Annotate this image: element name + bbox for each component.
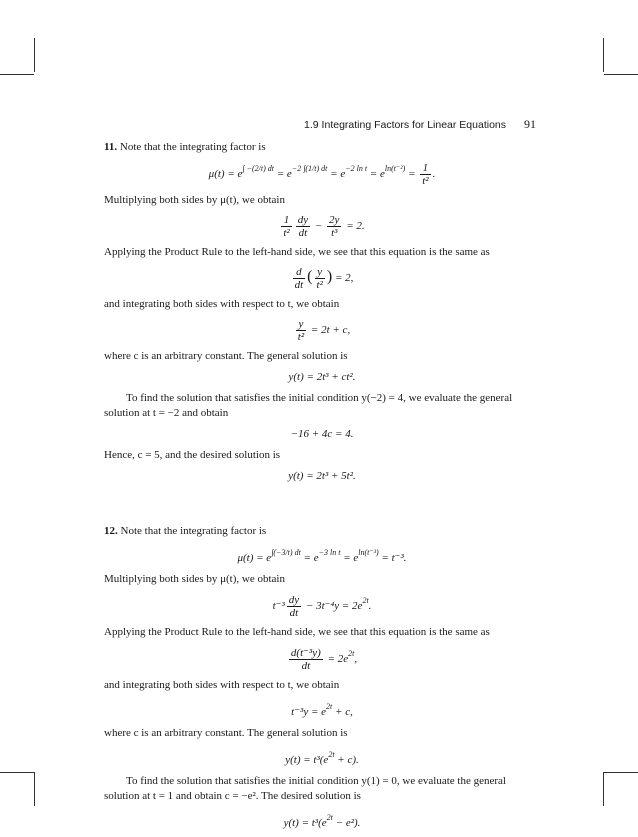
equation-integrated: $\frac{y}{\text{t²}}$ = 2t + c, — [297, 317, 351, 343]
equation-product: $\frac{\text{d(t⁻³y)}}{dt}$ = $2e^{2t}$, — [290, 646, 358, 672]
crop-mark — [34, 38, 35, 72]
equation-product: $\frac{d}{dt}$ ( $\frac{y}{\text{t²}}$ ) = 2, — [294, 265, 354, 291]
equation-final-solution: y(t) = 2t³ + 5t². — [288, 469, 356, 482]
page-number: 91 — [524, 117, 536, 131]
problem-12-intro: 12. Note that the integrating factor is — [104, 524, 267, 537]
equation-multiplied: $\frac{1}{\text{t²}}$ $\frac{dy}{dt}$ − $\frac{2y}{\text{t³}}$ = 2. — [283, 213, 365, 239]
problem-11-intro: 11. Note that the integrating factor is — [104, 141, 266, 153]
equation-general-solution: y(t) = 2t³ + ct². — [288, 370, 356, 383]
crop-mark — [34, 772, 35, 806]
text-integrate: and integrating both sides with respect to t, we obtain — [104, 297, 340, 310]
problem-number: 11. — [104, 141, 118, 153]
crop-mark — [604, 772, 638, 773]
equation-integrated: $t^{-3}y = e^{2t} + c$, — [291, 701, 353, 718]
equation-final-solution: $y(t) = t^3(e^{2t} - e^2)$. — [283, 812, 361, 829]
equation-integrating-factor: $\mu(t) = e^{\int(-3/t) dt} = e^{-3 ln t} = e^{ln(t^{-3})} = t^{-3}$. — [237, 547, 407, 564]
text-integrate: and integrating both sides with respect to t, we obtain — [104, 678, 340, 691]
crop-mark — [603, 38, 604, 72]
text-multiply: Multiplying both sides by μ(t), we obtain — [104, 193, 285, 206]
page-body — [104, 140, 540, 837]
text-general: where c is an arbitrary constant. The general solution is — [104, 349, 348, 362]
crop-mark — [0, 74, 34, 75]
problem-number: 12. — [104, 524, 118, 537]
running-header — [0, 117, 536, 132]
text-product-rule: Applying the Product Rule to the left-hand side, we see that this equation is the same as — [104, 625, 490, 638]
equation-initial-condition: −16 + 4c = 4. — [290, 427, 354, 440]
equation-integrating-factor: $\mu(t) = e^{\int -(2/t) dt} = e^{-2 \int(1/t) dt} = e^{-2 ln t} = e^{ln(t^{-2})}$ = $\frac{1}{\text{t²}}$ . — [208, 161, 436, 187]
text-initial-condition: To find the solution that satisfies the initial condition y(1) = 0, we evaluate the general solution at t = 1 and obtain c = −e². The desired solution is — [104, 774, 506, 802]
text-multiply: Multiplying both sides by μ(t), we obtain — [104, 572, 285, 585]
section-title: 1.9 Integrating Factors for Linear Equations — [304, 119, 506, 131]
equation-multiplied: t⁻³ $\frac{dy}{dt}$ − $3t^{-4}y = 2e^{2t}$. — [272, 593, 372, 619]
crop-mark — [603, 772, 604, 806]
crop-mark — [0, 772, 34, 773]
text-general: where c is an arbitrary constant. The general solution is — [104, 726, 348, 739]
text-initial-condition: To find the solution that satisfies the initial condition y(−2) = 4, we evaluate the general solution at t = −2 and obtain — [104, 391, 513, 419]
equation-general-solution: $y(t) = t^3(e^{2t} + c)$. — [285, 749, 359, 766]
text-hence: Hence, c = 5, and the desired solution is — [104, 448, 281, 461]
crop-mark — [604, 74, 638, 75]
text-product-rule: Applying the Product Rule to the left-hand side, we see that this equation is the same as — [104, 245, 490, 258]
